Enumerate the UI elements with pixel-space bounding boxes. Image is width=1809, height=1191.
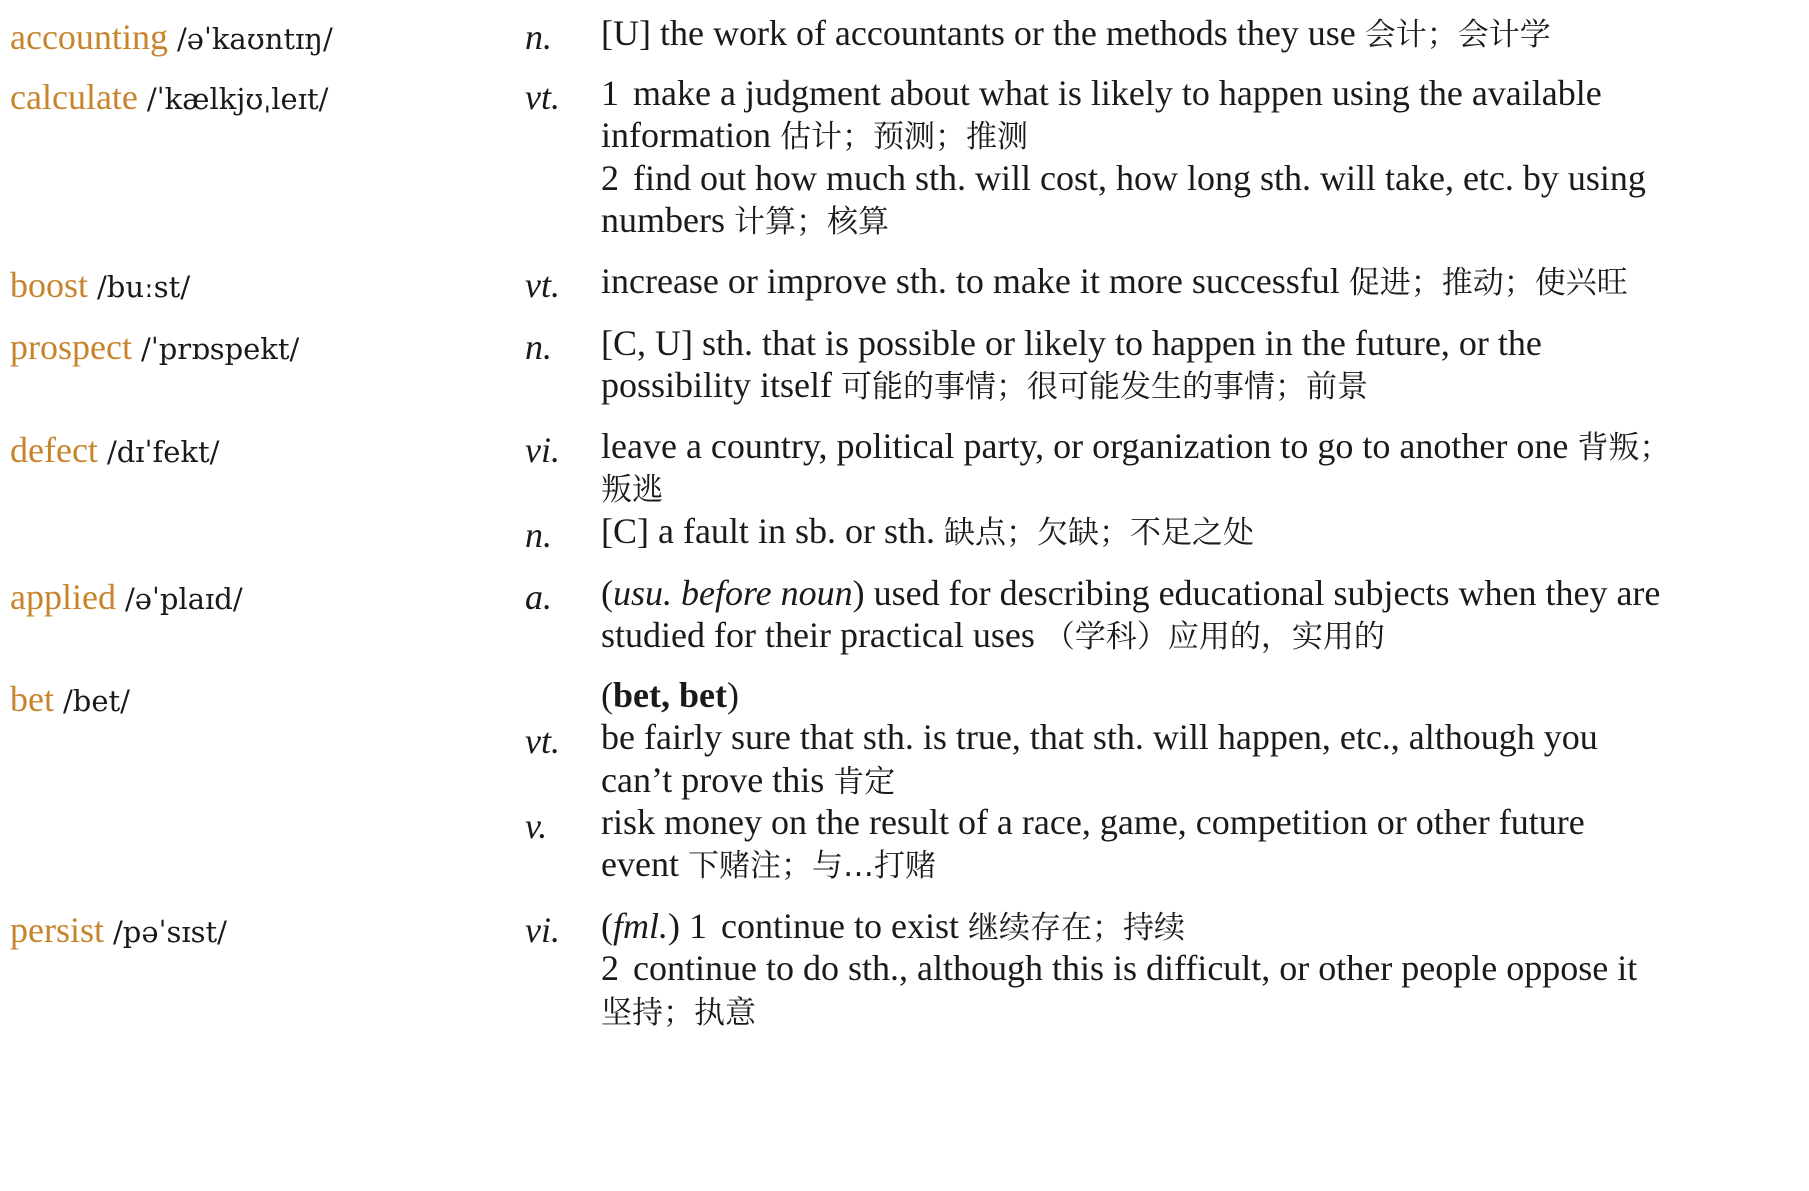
definition-line — [601, 759, 1796, 801]
definition-line — [601, 990, 1796, 1032]
part-of-speech: vi. — [525, 430, 560, 470]
headword: applied — [10, 577, 116, 617]
definition-line — [601, 12, 1796, 54]
sense-number: 1 — [601, 73, 619, 113]
definition-line — [601, 322, 1796, 364]
headword: bet — [10, 679, 54, 719]
definition-line — [601, 114, 1796, 156]
inflection: bet, bet — [613, 675, 727, 715]
sense-number: 2 — [601, 948, 619, 989]
part-of-speech: a. — [525, 577, 552, 617]
headword: prospect — [10, 327, 132, 367]
definition — [601, 12, 1796, 54]
definition-text: [C, U] sth. that is possible or likely to happen in the future, or the — [601, 323, 1542, 363]
definition-text: continue to do sth., although this is difficult, or other people oppose it — [633, 948, 1638, 989]
chinese-translation: 促进；推动；使兴旺 — [1348, 265, 1628, 301]
definition-line — [601, 716, 1796, 758]
paren-open: ( — [601, 573, 613, 613]
definition-text: information — [601, 115, 771, 156]
headword-block — [10, 572, 243, 624]
definition-line — [601, 947, 1796, 989]
chinese-translation: 继续存在；持续 — [967, 910, 1185, 946]
chinese-translation: 会计；会计学 — [1364, 17, 1551, 53]
definition-line — [601, 364, 1796, 406]
definition-text: be fairly sure that sth. is true, that sth. will happen, etc., although you — [601, 717, 1598, 758]
definition — [601, 260, 1796, 302]
chinese-translation: 坚持；执意 — [601, 994, 756, 1031]
definition-text: find out how much sth. will cost, how long sth. will take, etc. by using — [633, 157, 1646, 198]
part-of-speech: vt. — [525, 265, 560, 305]
definition-line — [601, 843, 1796, 885]
phonetic: /əˈplaɪd/ — [124, 582, 243, 616]
headword: persist — [10, 910, 104, 950]
phonetic: /dɪˈfekt/ — [106, 435, 220, 469]
definition-line — [601, 425, 1796, 467]
part-of-speech: n. — [525, 17, 552, 57]
definition-line — [601, 905, 1796, 947]
definition-text: risk money on the result of a race, game, competition or other future — [601, 801, 1585, 842]
paren-open: ( — [601, 906, 613, 946]
definition-line — [601, 674, 1796, 716]
definition-line — [601, 614, 1796, 656]
chinese-translation: 估计；预测；推测 — [779, 119, 1028, 156]
definition — [601, 72, 1796, 241]
headword: accounting — [10, 17, 168, 57]
definition — [601, 322, 1796, 407]
headword-block — [10, 72, 328, 124]
definition-text: increase or improve sth. to make it more successful — [601, 261, 1340, 301]
phonetic: /ˈkælkjʊˌleɪt/ — [146, 82, 329, 116]
definition — [601, 716, 1796, 801]
definition-text: possibility itself — [601, 365, 833, 406]
definition — [601, 425, 1796, 510]
usage-label: fml. — [613, 906, 669, 946]
chinese-translation: 可能的事情；很可能发生的事情；前景 — [841, 369, 1369, 406]
usage-label: usu. before noun — [613, 573, 853, 613]
phonetic: /pəˈsɪst/ — [113, 915, 227, 949]
definition-text: can’t prove this — [601, 759, 825, 800]
headword-block — [10, 425, 219, 477]
part-of-speech: n. — [525, 327, 552, 367]
headword-block — [10, 674, 130, 726]
chinese-translation: （学科）应用的，实用的 — [1043, 619, 1385, 656]
definition-text: used for describing educational subjects when they are — [873, 573, 1661, 613]
headword: boost — [10, 265, 89, 305]
part-of-speech: vt. — [525, 721, 560, 762]
definition-line — [601, 467, 1796, 509]
definition-text: [U] the work of accountants or the methods they use — [601, 13, 1356, 53]
definition-text: leave a country, political party, or organization to go to another one — [601, 426, 1569, 466]
definition-text: make a judgment about what is likely to happen using the available — [633, 73, 1602, 113]
definition-line — [601, 72, 1796, 114]
definition-text: [C] a fault in sb. or sth. — [601, 510, 935, 551]
headword-block — [10, 260, 190, 312]
part-of-speech: vt. — [525, 77, 560, 117]
chinese-translation: 计算；核算 — [733, 203, 889, 240]
headword-block — [10, 322, 299, 374]
definition-text: studied for their practical uses — [601, 615, 1035, 656]
paren-close: ) — [668, 906, 681, 946]
chinese-translation: 肯定 — [833, 763, 896, 800]
definition — [601, 801, 1796, 886]
sense-number: 2 — [601, 157, 619, 198]
definition — [601, 572, 1796, 657]
definition — [601, 905, 1796, 1032]
sense-number: 1 — [689, 906, 708, 946]
chinese-translation: 背叛； — [1577, 430, 1671, 466]
phonetic: /buːst/ — [97, 270, 191, 304]
definition — [601, 674, 1796, 716]
definition-line — [601, 510, 1796, 552]
chinese-translation: 叛逃 — [601, 472, 663, 509]
definition-line — [601, 260, 1796, 302]
definition-line — [601, 801, 1796, 843]
part-of-speech: n. — [525, 514, 552, 555]
headword: calculate — [10, 77, 138, 117]
paren-close: ) — [852, 573, 865, 613]
definition-line — [601, 157, 1796, 199]
headword-block — [10, 12, 333, 64]
part-of-speech: vi. — [525, 910, 560, 950]
phonetic: /əˈkaʊntɪŋ/ — [176, 22, 333, 56]
definition — [601, 510, 1796, 552]
paren-open: ( — [601, 675, 613, 715]
definition-text: continue to exist — [721, 906, 959, 946]
paren-close: ) — [726, 675, 739, 715]
part-of-speech: v. — [525, 805, 548, 846]
headword-block — [10, 905, 227, 957]
definition-line — [601, 572, 1796, 614]
headword: defect — [10, 430, 98, 470]
phonetic: /ˈprɒspekt/ — [140, 332, 300, 366]
chinese-translation: 缺点；欠缺；不足之处 — [943, 514, 1254, 551]
definition-line — [601, 199, 1796, 241]
definition-text: numbers — [601, 199, 725, 240]
definition-text: event — [601, 844, 679, 885]
phonetic: /bet/ — [62, 684, 130, 718]
chinese-translation: 下赌注；与…打赌 — [687, 848, 936, 885]
